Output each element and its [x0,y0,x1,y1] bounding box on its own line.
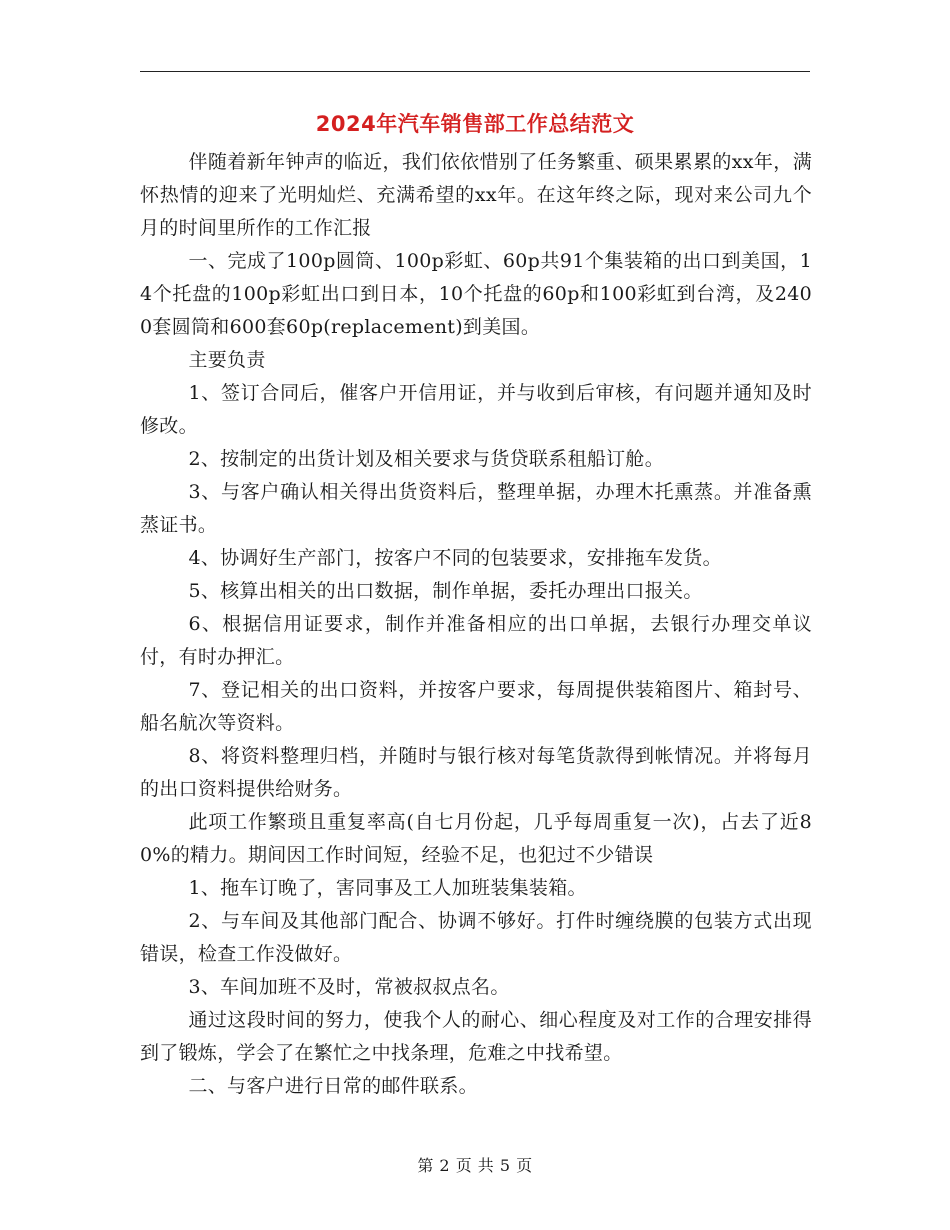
paragraph: 主要负责 [188,349,266,371]
paragraph: 此项工作繁琐且重复率高(自七月份起，几乎每周重复一次)，占去了近80%的精力。期间因工作时间短，经验不足，也犯过不少错误 [140,811,812,866]
paragraph: 6、根据信用证要求，制作并准备相应的出口单据，去银行办理交单议付，有时办押汇。 [140,613,812,668]
page-number: 第 2 页 共 5 页 [417,1156,533,1175]
document-title: 2024年汽车销售部工作总结范文 [315,112,635,136]
paragraph: 一、完成了100p圆筒、100p彩虹、60p共91个集装箱的出口到美国，14个托盘的100p彩虹出口到日本，10个托盘的60p和100彩虹到台湾，及2400套圆筒和600套60p(replacement)到美国。 [140,250,812,338]
paragraph: 二、与客户进行日常的邮件联系。 [188,1075,478,1097]
header-rule [140,71,810,72]
paragraph: 5、核算出相关的出口数据，制作单据，委托办理出口报关。 [188,580,703,602]
paragraph: 2、按制定的出货计划及相关要求与货贷联系租船订舱。 [188,448,665,470]
paragraph: 通过这段时间的努力，使我个人的耐心、细心程度及对工作的合理安排得到了锻炼，学会了在繁忙之中找条理，危难之中找希望。 [140,1009,812,1064]
page-footer [0,1153,950,1176]
paragraph: 3、车间加班不及时，常被叔叔点名。 [188,976,510,998]
paragraph: 伴随着新年钟声的临近，我们依依惜别了任务繁重、硕果累累的xx年，满怀热情的迎来了光明灿烂、充满希望的xx年。在这年终之际，现对来公司九个月的时间里所作的工作汇报 [140,151,812,239]
paragraph: 4、协调好生产部门，按客户不同的包装要求，安排拖车发货。 [188,547,722,569]
paragraph: 8、将资料整理归档，并随时与银行核对每笔货款得到帐情况。并将每月的出口资料提供给财务。 [140,745,812,800]
document-body [140,146,812,1103]
paragraph: 2、与车间及其他部门配合、协调不够好。打件时缠绕膜的包装方式出现错误，检查工作没做好。 [140,910,812,965]
paragraph: 1、签订合同后，催客户开信用证，并与收到后审核，有问题并通知及时修改。 [140,382,812,437]
paragraph: 3、与客户确认相关得出货资料后，整理单据，办理木托熏蒸。并准备熏蒸证书。 [140,481,812,536]
paragraph: 7、登记相关的出口资料，并按客户要求，每周提供装箱图片、箱封号、船名航次等资料。 [140,679,812,734]
paragraph: 1、拖车订晚了，害同事及工人加班装集装箱。 [188,877,587,899]
